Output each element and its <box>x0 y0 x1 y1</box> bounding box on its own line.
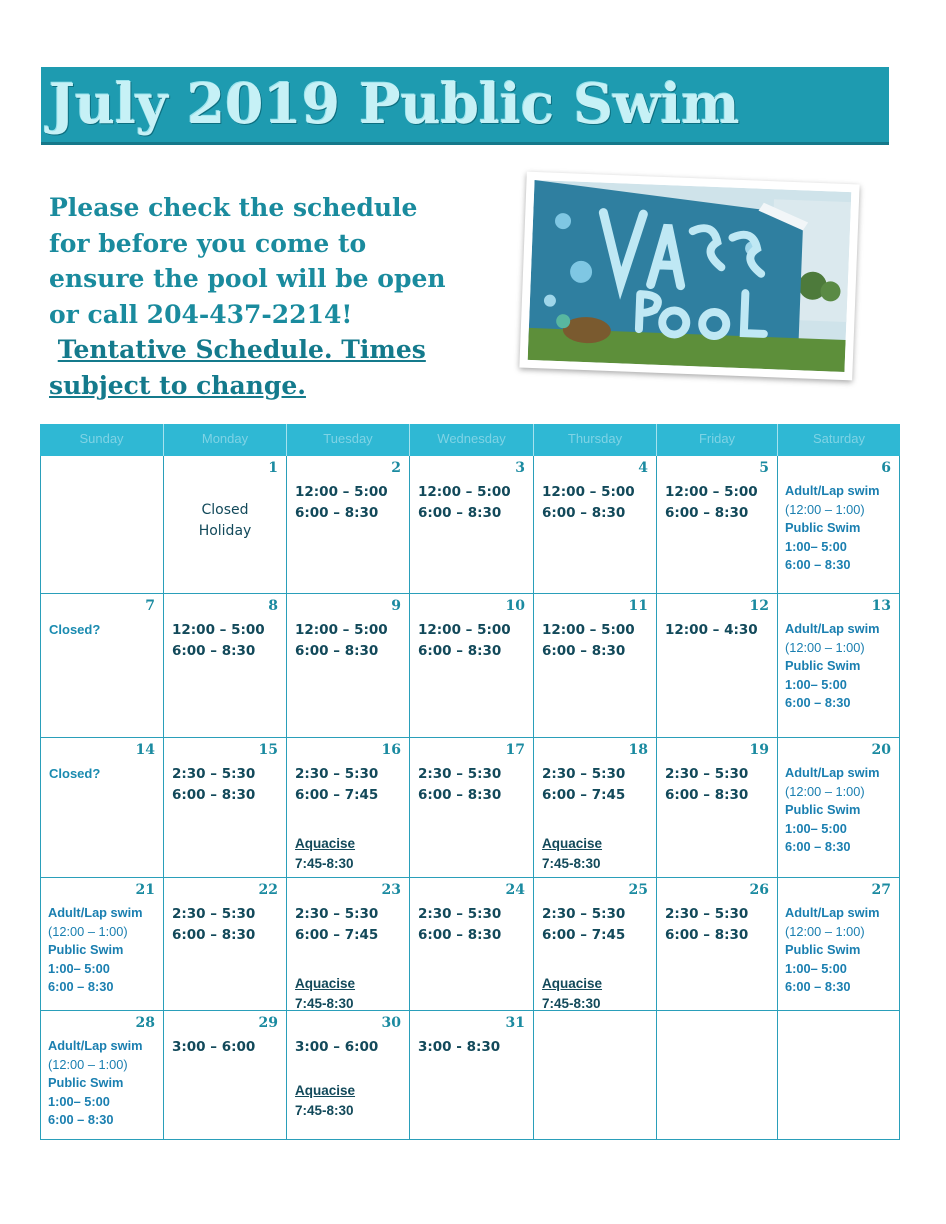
time-slots <box>295 764 378 805</box>
empty-day-cell <box>534 1011 657 1140</box>
day-cell-29 <box>164 1011 287 1140</box>
public-swim-label <box>48 1074 143 1093</box>
day-number: 5 <box>759 460 769 476</box>
weekday-friday: Friday <box>657 424 778 456</box>
time-slots <box>418 1037 500 1058</box>
day-number: 29 <box>258 1015 278 1031</box>
day-number: 3 <box>515 460 525 476</box>
evening-time-text: 6:00 – 8:30 <box>785 839 851 854</box>
time-slots <box>418 620 511 661</box>
day-cell-20 <box>778 738 900 878</box>
holiday-text: Holiday <box>198 523 252 539</box>
empty-day-cell <box>40 456 164 594</box>
day-number: 12 <box>749 598 769 614</box>
time-slot: 6:00 – 8:30 <box>418 504 502 521</box>
evening-time-text: 6:00 – 8:30 <box>785 557 851 572</box>
public-swim-time <box>785 960 880 979</box>
day-cell-16 <box>287 738 410 878</box>
day-number: 16 <box>381 742 401 758</box>
evening-time-text: 6:00 – 8:30 <box>48 1112 114 1127</box>
day-number: 31 <box>505 1015 525 1031</box>
time-slots <box>172 904 255 945</box>
day-cell-28 <box>40 1011 164 1140</box>
time-slot: 6:00 – 8:30 <box>418 926 502 943</box>
time-slots <box>665 620 758 641</box>
time-slots <box>295 620 388 661</box>
notice-line: ensure the pool will be open <box>49 264 446 293</box>
day-cell-23 <box>287 878 410 1011</box>
time-slots <box>542 620 635 661</box>
pool-photo <box>519 172 859 381</box>
time-slot: 3:00 – 6:00 <box>295 1039 379 1055</box>
time-slot: 12:00 – 5:00 <box>665 484 758 500</box>
public-swim-text: Public Swim <box>785 802 861 817</box>
day-number: 26 <box>749 882 769 898</box>
aquacise-time: 7:45-8:30 <box>295 856 354 871</box>
aquacise-block <box>295 1081 355 1121</box>
public-swim-time-text: 1:00– 5:00 <box>785 538 847 554</box>
time-slots <box>418 764 501 805</box>
aquacise-block <box>295 834 355 874</box>
day-number: 18 <box>628 742 648 758</box>
closed-text: Closed <box>201 502 249 518</box>
tentative-text-2: subject to change. <box>49 370 306 400</box>
day-number: 10 <box>505 598 525 614</box>
time-slots <box>295 904 378 945</box>
evening-time <box>785 978 880 997</box>
time-slot: 6:00 – 8:30 <box>295 504 379 521</box>
public-swim-time-text: 1:00– 5:00 <box>48 1093 110 1109</box>
weekend-schedule <box>48 1037 143 1130</box>
day-number: 23 <box>381 882 401 898</box>
public-swim-time-text: 1:00– 5:00 <box>48 960 110 976</box>
day-cell-15 <box>164 738 287 878</box>
time-slot: 3:00 – 6:00 <box>172 1039 256 1055</box>
pool-graffiti-image <box>528 180 852 372</box>
time-slot: 6:00 – 8:30 <box>665 926 749 943</box>
day-number: 9 <box>391 598 401 614</box>
day-number: 19 <box>749 742 769 758</box>
public-swim-time-text: 1:00– 5:00 <box>785 960 847 976</box>
public-swim-text: Public Swim <box>48 1075 124 1090</box>
day-number: 28 <box>135 1015 155 1031</box>
public-swim-text: Public Swim <box>785 520 861 535</box>
weekday-tuesday: Tuesday <box>287 424 410 456</box>
adult-lap-time: (12:00 – 1:00) <box>48 923 128 939</box>
time-slot: 6:00 – 8:30 <box>665 504 749 521</box>
evening-time-text: 6:00 – 8:30 <box>48 979 114 994</box>
public-swim-label <box>785 657 880 676</box>
evening-time <box>785 694 880 713</box>
aquacise-block <box>542 834 602 874</box>
time-slots <box>418 904 501 945</box>
day-cell-2 <box>287 456 410 594</box>
aquacise-time: 7:45-8:30 <box>295 996 354 1011</box>
time-slot: 2:30 – 5:30 <box>172 766 256 782</box>
time-slot: 6:00 – 8:30 <box>542 504 626 521</box>
tentative-text-1: Tentative Schedule. Times <box>57 335 426 364</box>
day-cell-27 <box>778 878 900 1011</box>
public-swim-label <box>785 519 880 538</box>
adult-lap-label <box>48 904 143 923</box>
empty-day-cell <box>657 1011 778 1140</box>
evening-time <box>48 1111 143 1130</box>
weekend-schedule <box>785 764 880 857</box>
time-slot: 6:00 – 8:30 <box>172 642 256 659</box>
time-slot: 12:00 – 5:00 <box>418 484 511 500</box>
day-number: 15 <box>258 742 278 758</box>
public-swim-label <box>48 941 143 960</box>
day-cell-22 <box>164 878 287 1011</box>
time-slot: 6:00 – 8:30 <box>172 786 256 803</box>
evening-time-text: 6:00 – 8:30 <box>785 979 851 994</box>
day-cell-12 <box>657 594 778 738</box>
aquacise-time: 7:45-8:30 <box>542 996 601 1011</box>
weekday-thursday: Thursday <box>534 424 657 456</box>
time-slot: 6:00 – 7:45 <box>295 786 379 803</box>
day-number: 6 <box>881 460 891 476</box>
time-slot: 12:00 – 5:00 <box>418 622 511 638</box>
time-slot: 6:00 – 8:30 <box>172 926 256 943</box>
weekday-wednesday: Wednesday <box>410 424 534 456</box>
time-slots <box>665 482 758 523</box>
adult-lap-time: (12:00 – 1:00) <box>48 1056 128 1072</box>
aquacise-time: 7:45-8:30 <box>542 856 601 871</box>
day-number: 27 <box>871 882 891 898</box>
time-slot: 12:00 – 4:30 <box>665 622 758 638</box>
empty-day-cell <box>778 1011 900 1140</box>
public-swim-label <box>785 941 880 960</box>
time-slots <box>665 764 748 805</box>
page-title: July 2019 Public Swim <box>49 71 740 136</box>
time-slot: 6:00 – 8:30 <box>295 642 379 659</box>
aquacise-label: Aquacise <box>295 976 356 991</box>
day-number: 17 <box>505 742 525 758</box>
day-number: 7 <box>145 598 155 614</box>
time-slots <box>542 904 625 945</box>
public-swim-time <box>785 676 880 695</box>
time-slot: 2:30 – 5:30 <box>172 906 256 922</box>
adult-lap-text: Adult/Lap swim <box>785 621 880 636</box>
time-slot: 2:30 – 5:30 <box>542 766 626 782</box>
time-slot: 6:00 – 8:30 <box>542 642 626 659</box>
weekday-header-row <box>40 424 900 456</box>
day-number: 11 <box>628 598 648 614</box>
time-slots <box>665 904 748 945</box>
public-swim-text: Public Swim <box>785 942 861 957</box>
time-slot: 6:00 – 7:45 <box>295 926 379 943</box>
day-cell-3 <box>410 456 534 594</box>
public-swim-time <box>785 820 880 839</box>
time-slot: 2:30 – 5:30 <box>418 906 502 922</box>
aquacise-label: Aquacise <box>295 836 356 851</box>
day-cell-21 <box>40 878 164 1011</box>
time-slot: 2:30 – 5:30 <box>295 766 379 782</box>
day-cell-24 <box>410 878 534 1011</box>
aquacise-block <box>295 974 355 1014</box>
day-number: 20 <box>871 742 891 758</box>
day-number: 14 <box>135 742 155 758</box>
weekend-schedule <box>785 620 880 713</box>
adult-lap-time: (12:00 – 1:00) <box>785 923 865 939</box>
day-cell-9 <box>287 594 410 738</box>
day-cell-14 <box>40 738 164 878</box>
adult-lap-label <box>785 620 880 639</box>
day-number: 22 <box>258 882 278 898</box>
time-slot: 6:00 – 7:45 <box>542 786 626 803</box>
day-number: 21 <box>135 882 155 898</box>
evening-time <box>785 556 880 575</box>
day-cell-10 <box>410 594 534 738</box>
adult-lap-label <box>785 764 880 783</box>
aquacise-label: Aquacise <box>542 976 603 991</box>
time-slot: 6:00 – 7:45 <box>542 926 626 943</box>
time-slot: 2:30 – 5:30 <box>418 766 502 782</box>
adult-lap-label <box>785 904 880 923</box>
title-banner <box>41 67 889 145</box>
aquacise-label: Aquacise <box>542 836 603 851</box>
day-cell-19 <box>657 738 778 878</box>
adult-lap-text: Adult/Lap swim <box>785 905 880 920</box>
schedule-notice <box>49 190 519 403</box>
day-number: 13 <box>871 598 891 614</box>
day-cell-13 <box>778 594 900 738</box>
day-cell-25 <box>534 878 657 1011</box>
closed-holiday-text <box>164 500 286 542</box>
day-number: 24 <box>505 882 525 898</box>
public-swim-time-text: 1:00– 5:00 <box>785 820 847 836</box>
time-slots <box>542 764 625 805</box>
time-slots <box>172 764 255 805</box>
day-cell-17 <box>410 738 534 878</box>
time-slot: 2:30 – 5:30 <box>665 906 749 922</box>
public-swim-time-text: 1:00– 5:00 <box>785 676 847 692</box>
time-slot: 6:00 – 8:30 <box>665 786 749 803</box>
adult-lap-time: (12:00 – 1:00) <box>785 783 865 799</box>
day-number: 1 <box>268 460 278 476</box>
day-cell-8 <box>164 594 287 738</box>
day-cell-1 <box>164 456 287 594</box>
aquacise-label: Aquacise <box>295 1083 356 1098</box>
closed-question-label: Closed? <box>49 766 101 781</box>
day-number: 4 <box>638 460 648 476</box>
day-cell-11 <box>534 594 657 738</box>
evening-time <box>785 838 880 857</box>
tentative-notice <box>49 332 519 368</box>
time-slot: 12:00 – 5:00 <box>295 484 388 500</box>
time-slot: 12:00 – 5:00 <box>542 484 635 500</box>
aquacise-block <box>542 974 602 1014</box>
tentative-notice-2 <box>49 368 519 404</box>
time-slots <box>172 1037 255 1058</box>
public-swim-label <box>785 801 880 820</box>
time-slot: 2:30 – 5:30 <box>542 906 626 922</box>
day-cell-26 <box>657 878 778 1011</box>
adult-lap-time: (12:00 – 1:00) <box>785 639 865 655</box>
time-slots <box>295 482 388 523</box>
notice-line: or call 204-437-2214! <box>49 299 353 329</box>
time-slot: 12:00 – 5:00 <box>542 622 635 638</box>
time-slot: 3:00 - 8:30 <box>418 1039 501 1055</box>
time-slot: 2:30 – 5:30 <box>295 906 379 922</box>
day-cell-18 <box>534 738 657 878</box>
evening-time <box>48 978 143 997</box>
weekend-schedule <box>785 482 880 575</box>
public-swim-time <box>48 960 143 979</box>
adult-lap-time: (12:00 – 1:00) <box>785 501 865 517</box>
public-swim-time <box>785 538 880 557</box>
time-slot: 6:00 – 8:30 <box>418 642 502 659</box>
adult-lap-text: Adult/Lap swim <box>785 765 880 780</box>
day-number: 8 <box>268 598 278 614</box>
time-slot: 6:00 – 8:30 <box>418 786 502 803</box>
adult-lap-text: Adult/Lap swim <box>48 905 143 920</box>
day-cell-5 <box>657 456 778 594</box>
public-swim-text: Public Swim <box>785 658 861 673</box>
day-cell-7 <box>40 594 164 738</box>
weekday-sunday: Sunday <box>40 424 164 456</box>
aquacise-time: 7:45-8:30 <box>295 1103 354 1118</box>
day-cell-4 <box>534 456 657 594</box>
day-cell-30 <box>287 1011 410 1140</box>
weekday-monday: Monday <box>164 424 287 456</box>
time-slots <box>295 1037 378 1058</box>
time-slots <box>172 620 265 661</box>
time-slots <box>418 482 511 523</box>
evening-time-text: 6:00 – 8:30 <box>785 695 851 710</box>
notice-line: Please check the schedule <box>49 193 418 222</box>
time-slots <box>542 482 635 523</box>
closed-question-label: Closed? <box>49 622 101 637</box>
adult-lap-text: Adult/Lap swim <box>785 483 880 498</box>
day-number: 2 <box>391 460 401 476</box>
notice-line: for before you come to <box>49 228 367 258</box>
public-swim-time <box>48 1093 143 1112</box>
day-cell-6 <box>778 456 900 594</box>
time-slot: 12:00 – 5:00 <box>172 622 265 638</box>
day-cell-31 <box>410 1011 534 1140</box>
weekend-schedule <box>48 904 143 997</box>
weekday-saturday: Saturday <box>812 431 866 446</box>
time-slot: 2:30 – 5:30 <box>665 766 749 782</box>
day-number: 30 <box>381 1015 401 1031</box>
day-number: 25 <box>628 882 648 898</box>
weekend-schedule <box>785 904 880 997</box>
adult-lap-label <box>785 482 880 501</box>
adult-lap-label <box>48 1037 143 1056</box>
public-swim-text: Public Swim <box>48 942 124 957</box>
calendar-grid <box>40 424 900 1140</box>
time-slot: 12:00 – 5:00 <box>295 622 388 638</box>
adult-lap-text: Adult/Lap swim <box>48 1038 143 1053</box>
